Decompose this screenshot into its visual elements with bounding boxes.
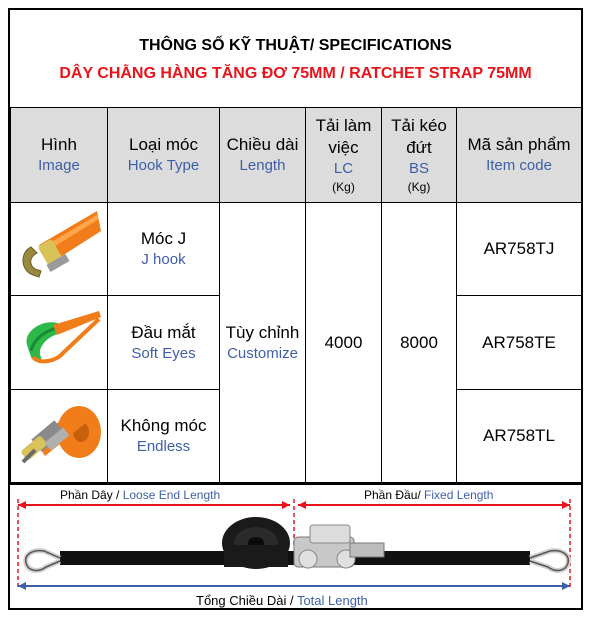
col-header-vi: Tải kéo đứt <box>391 116 447 157</box>
total-length-label-en: Total Length <box>293 593 368 608</box>
hook-name-vi: Không móc <box>120 416 207 435</box>
col-header-vi: Loại móc <box>129 135 198 154</box>
loose-end-label-en: Loose End Length <box>119 488 221 502</box>
hook-cell <box>108 296 220 390</box>
hook-name-en: J hook <box>141 251 186 268</box>
length-diagram <box>10 483 581 610</box>
col-header-unit: (Kg) <box>407 180 431 194</box>
table-row <box>11 203 582 296</box>
product-image-endless <box>11 390 108 483</box>
lc-value: 4000 <box>306 203 382 483</box>
left-hook-icon <box>26 551 60 571</box>
col-header-item-code <box>457 108 582 203</box>
hook-name-vi: Đầu mắt <box>131 322 196 342</box>
arrow-left-icon <box>298 501 306 509</box>
item-code: AR758TL <box>457 390 582 483</box>
endless-ratchet-strap-icon <box>15 392 103 476</box>
title-specifications: THÔNG SỐ KỸ THUẬT/ SPECIFICATIONS <box>139 37 452 54</box>
col-header-en: Item code <box>486 157 552 174</box>
hook-name-en: Soft Eyes <box>131 344 196 362</box>
arrow-right-icon <box>562 582 570 590</box>
j-hook-strap-icon <box>17 205 101 289</box>
product-image-j-hook <box>11 203 108 296</box>
arrow-left-icon <box>18 582 26 590</box>
item-code: AR758TJ <box>457 203 582 296</box>
item-code: AR758TE <box>457 296 582 390</box>
col-header-vi: Hình <box>41 135 77 154</box>
fixed-length-label-vi: Phần Đầu/ <box>364 488 421 502</box>
col-header-vi: Chiều dài <box>226 135 299 154</box>
length-cell <box>220 203 306 483</box>
arrow-left-icon <box>18 501 26 509</box>
col-header-en: Hook Type <box>127 157 200 174</box>
col-header-image <box>11 108 108 203</box>
col-header-en: Image <box>38 157 80 174</box>
loose-end-label-vi: Phần Dây / <box>60 488 120 502</box>
total-length-label <box>196 593 368 608</box>
col-header-en: Length <box>239 157 286 174</box>
table-header-row <box>11 108 582 203</box>
hook-cell <box>108 203 220 296</box>
soft-eyes-strap-icon <box>17 305 101 375</box>
col-header-vi: Mã sản phẩm <box>467 135 571 154</box>
spec-table <box>10 107 582 483</box>
fixed-length-label-en: Fixed Length <box>420 488 494 502</box>
bs-value: 8000 <box>382 203 457 483</box>
col-header-lc <box>306 108 382 203</box>
length-value-en: Customize <box>227 344 298 362</box>
product-image-soft-eyes <box>11 296 108 390</box>
length-value-vi: Tùy chỉnh <box>225 322 300 342</box>
title-box <box>10 10 581 109</box>
ratchet-strap-diagram <box>10 485 581 593</box>
col-header-length <box>220 108 306 203</box>
total-length-label-vi: Tổng Chiều Dài / <box>196 593 294 608</box>
hook-name-en: Endless <box>136 438 191 455</box>
col-header-en: BS <box>408 160 429 177</box>
title-product: DÂY CHẰNG HÀNG TĂNG ĐƠ 75MM / RATCHET STRAP 75MM <box>59 65 532 82</box>
col-header-hook-type <box>108 108 220 203</box>
hook-name-vi: Móc J <box>140 229 187 248</box>
spec-sheet <box>8 8 583 610</box>
col-header-unit: (Kg) <box>332 180 355 194</box>
col-header-en: LC <box>333 160 354 177</box>
col-header-bs <box>382 108 457 203</box>
arrow-right-icon <box>562 501 570 509</box>
col-header-vi: Tải làm việc <box>315 116 372 157</box>
arrow-right-icon <box>282 501 290 509</box>
hook-cell <box>108 390 220 483</box>
